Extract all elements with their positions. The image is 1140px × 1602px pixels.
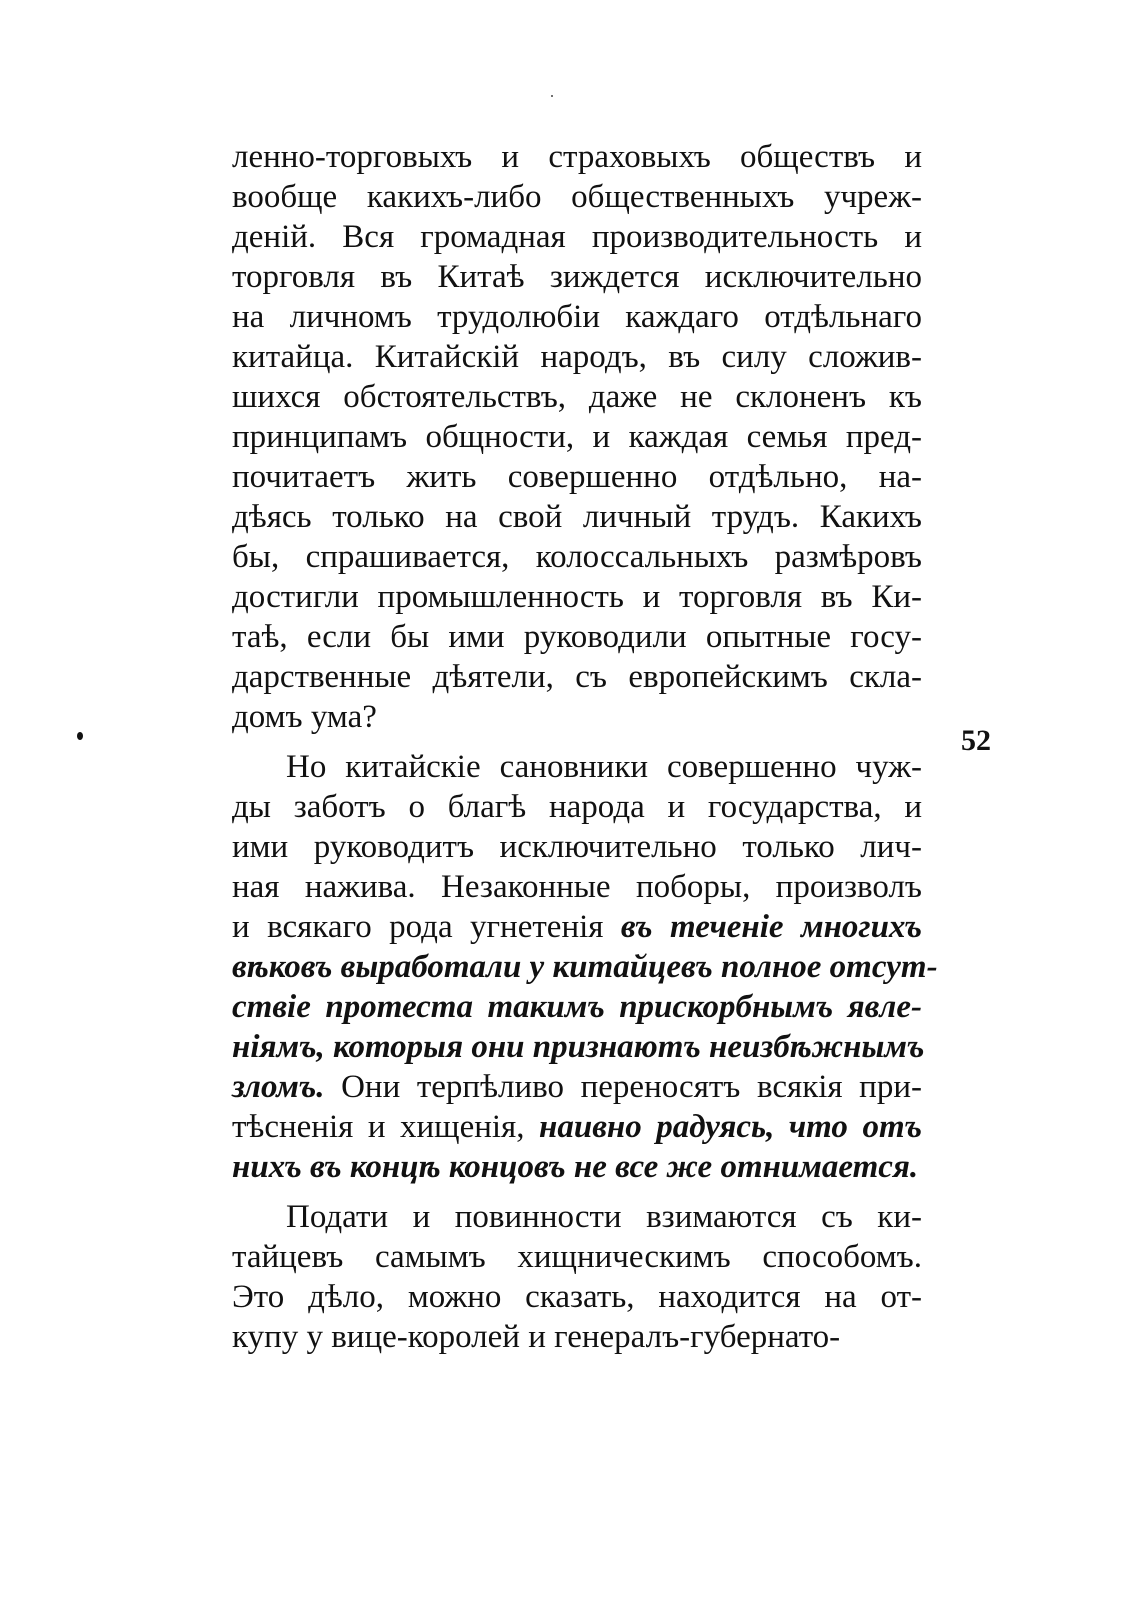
paragraph (232, 747, 938, 1187)
text-line (232, 497, 922, 537)
text-line (232, 787, 922, 827)
text-run: принципамъ общности, и каждая семья пред- (232, 419, 922, 455)
text-run: Они терпѣливо переносятъ всякія при- (324, 1069, 922, 1105)
text-run: ими руководитъ исключительно только лич- (232, 829, 922, 865)
margin-dot (77, 732, 83, 740)
text-line (232, 947, 938, 987)
text-run: Это дѣло, можно сказать, находится на от- (232, 1279, 922, 1315)
text-run: Но китайскіе сановники совершенно чуж- (286, 749, 922, 785)
text-line (232, 1237, 922, 1277)
text-run: шихся обстоятельствъ, даже не склоненъ къ (232, 379, 922, 415)
text-run: деній. Вся громадная производительность и (232, 219, 922, 255)
text-line (232, 177, 922, 217)
text-run: достигли промышленность и торговля въ Ки- (232, 579, 922, 615)
text-line (232, 1147, 922, 1187)
text-run: тайцевъ самымъ хищническимъ способомъ. (232, 1239, 922, 1275)
text-line (232, 337, 922, 377)
emphasis-run: наивно радуясь, что отъ (539, 1109, 922, 1145)
text-line (232, 1107, 922, 1147)
text-line (232, 657, 922, 697)
text-run: китайца. Китайскій народъ, въ силу сложив- (232, 339, 922, 375)
emphasis-run: вѣковъ выработали у китайцевъ полное отсут- (232, 949, 938, 985)
text-run: почитаетъ жить совершенно отдѣльно, на- (232, 459, 922, 495)
text-run: тѣсненія и хищенія, (232, 1109, 540, 1145)
emphasis-run: въ теченіе многихъ (620, 909, 922, 945)
text-run: ная нажива. Незаконные поборы, произволъ (232, 869, 922, 905)
text-line (232, 907, 922, 947)
text-run: таѣ, если бы ими руководили опытные госу- (232, 619, 922, 655)
text-line (232, 1317, 922, 1357)
text-line (232, 747, 922, 787)
text-line (232, 867, 922, 907)
text-run: домъ ума? (232, 699, 377, 735)
text-line (232, 537, 922, 577)
text-line (232, 217, 922, 257)
text-line (232, 987, 922, 1027)
body-text (232, 137, 938, 1357)
text-line (232, 417, 922, 457)
text-run: Подати и повинности взимаются съ ки- (286, 1199, 922, 1235)
paragraph (232, 137, 922, 737)
speck-mark (551, 95, 553, 97)
text-line (232, 137, 922, 177)
paragraph-gap (232, 737, 922, 747)
emphasis-run: нихъ въ концѣ концовъ не все же отнимается. (232, 1149, 919, 1185)
text-run: торговля въ Китаѣ зиждется исключительно (232, 259, 922, 295)
text-run: и всякаго рода угнетенія (232, 909, 621, 945)
text-line (232, 297, 922, 337)
text-line (232, 257, 922, 297)
text-line (232, 377, 922, 417)
text-run: ленно-торговыхъ и страховыхъ обществъ и (232, 139, 922, 175)
text-run: дѣясь только на свой личный трудъ. Какихъ (232, 499, 922, 535)
text-line (232, 1027, 925, 1067)
text-line (232, 697, 922, 737)
text-line (232, 827, 922, 867)
text-line (232, 577, 922, 617)
text-line (232, 1197, 922, 1237)
paragraph (232, 1197, 922, 1357)
text-line (232, 1277, 922, 1317)
emphasis-run: зломъ. (232, 1069, 325, 1105)
text-run: ды заботъ о благѣ народа и государства, и (232, 789, 922, 825)
text-run: на личномъ трудолюбіи каждаго отдѣльнаго (232, 299, 922, 335)
paragraph-gap (232, 1187, 922, 1197)
text-run: вообще какихъ-либо общественныхъ учреж- (232, 179, 922, 215)
page-number: 52 (961, 724, 991, 757)
emphasis-run: ствіе протеста такимъ прискорбнымъ явле- (232, 989, 922, 1025)
emphasis-run: ніямъ, которыя они признаютъ неизбѣжнымъ (232, 1029, 925, 1065)
text-run: бы, спрашивается, колоссальныхъ размѣровъ (232, 539, 922, 575)
text-line (232, 617, 922, 657)
text-line (232, 457, 922, 497)
text-run: купу у вице-королей и генералъ-губернато- (232, 1319, 841, 1355)
text-run: дарственные дѣятели, съ европейскимъ скла- (232, 659, 922, 695)
text-line (232, 1067, 922, 1107)
